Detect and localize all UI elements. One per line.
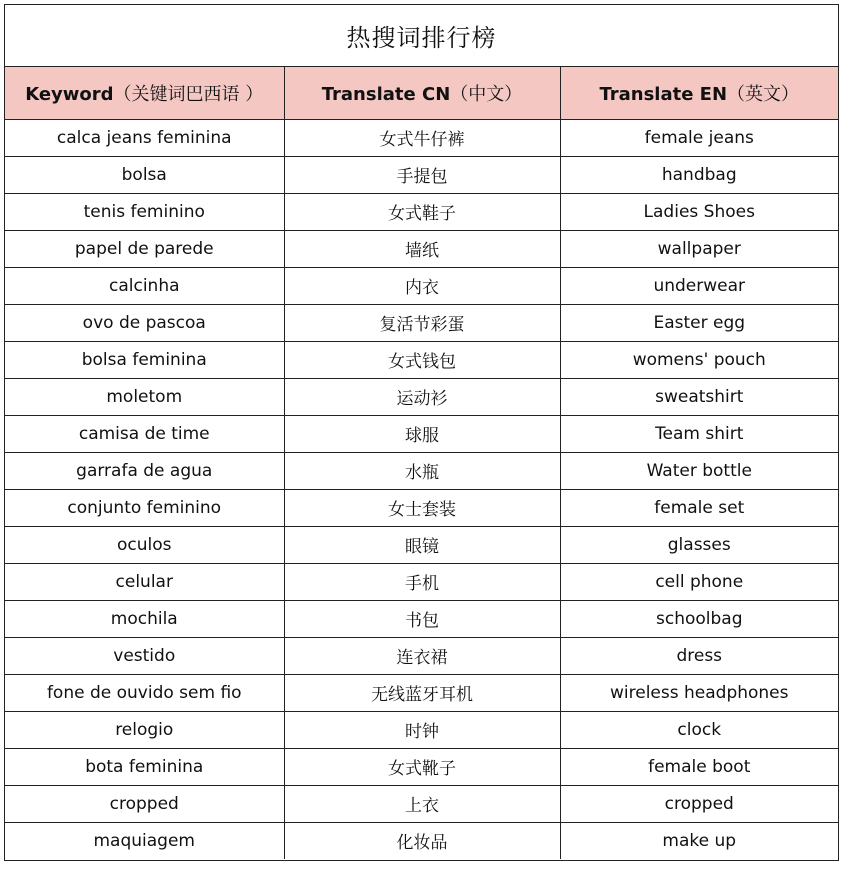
table-row (5, 711, 838, 748)
translate-en-cell: underwear (560, 267, 838, 304)
translate-cn-cell: 女式鞋子 (284, 193, 560, 230)
table-row (5, 674, 838, 711)
keyword-cell: celular (5, 563, 284, 600)
translate-cn-cell: 手机 (284, 563, 560, 600)
translate-cn-cell: 水瓶 (284, 452, 560, 489)
table-row (5, 822, 838, 859)
translate-cn-cell: 时钟 (284, 711, 560, 748)
table-row (5, 785, 838, 822)
translate-en-cell: Easter egg (560, 304, 838, 341)
header-keyword: Keyword（关键词巴西语 ） (5, 67, 284, 119)
translate-en-cell: handbag (560, 156, 838, 193)
sheet-title: 热搜词排行榜 (5, 5, 838, 67)
keyword-cell: mochila (5, 600, 284, 637)
translate-cn-cell: 连衣裙 (284, 637, 560, 674)
translate-en-cell: Water bottle (560, 452, 838, 489)
keyword-cell: ovo de pascoa (5, 304, 284, 341)
translate-en-cell: sweatshirt (560, 378, 838, 415)
keyword-cell: conjunto feminino (5, 489, 284, 526)
table-body (5, 119, 838, 859)
translate-cn-cell: 眼镜 (284, 526, 560, 563)
table-row (5, 230, 838, 267)
translate-en-cell: wireless headphones (560, 674, 838, 711)
keyword-cell: vestido (5, 637, 284, 674)
translate-en-cell: dress (560, 637, 838, 674)
table-row (5, 119, 838, 156)
keyword-cell: fone de ouvido sem fio (5, 674, 284, 711)
translate-cn-cell: 内衣 (284, 267, 560, 304)
keyword-cell: oculos (5, 526, 284, 563)
translate-en-cell: Ladies Shoes (560, 193, 838, 230)
keyword-cell: bolsa (5, 156, 284, 193)
keyword-table (5, 67, 838, 859)
header-translate-cn: Translate CN（中文） (284, 67, 560, 119)
table-row (5, 341, 838, 378)
translate-en-cell: female set (560, 489, 838, 526)
translate-cn-cell: 运动衫 (284, 378, 560, 415)
header-row (5, 67, 838, 119)
translate-cn-cell: 女式牛仔裤 (284, 119, 560, 156)
translate-cn-cell: 女式靴子 (284, 748, 560, 785)
table-row (5, 600, 838, 637)
translate-cn-cell: 手提包 (284, 156, 560, 193)
table-row (5, 563, 838, 600)
translate-cn-cell: 无线蓝牙耳机 (284, 674, 560, 711)
translate-en-cell: wallpaper (560, 230, 838, 267)
keyword-ranking-sheet (4, 4, 839, 861)
translate-cn-cell: 上衣 (284, 785, 560, 822)
translate-cn-cell: 复活节彩蛋 (284, 304, 560, 341)
translate-en-cell: schoolbag (560, 600, 838, 637)
keyword-cell: maquiagem (5, 822, 284, 859)
translate-en-cell: clock (560, 711, 838, 748)
keyword-cell: calcinha (5, 267, 284, 304)
translate-en-cell: womens' pouch (560, 341, 838, 378)
table-row (5, 415, 838, 452)
translate-cn-cell: 球服 (284, 415, 560, 452)
keyword-cell: papel de parede (5, 230, 284, 267)
table-row (5, 526, 838, 563)
keyword-cell: relogio (5, 711, 284, 748)
translate-en-cell: make up (560, 822, 838, 859)
table-row (5, 193, 838, 230)
translate-en-cell: Team shirt (560, 415, 838, 452)
keyword-cell: garrafa de agua (5, 452, 284, 489)
table-row (5, 748, 838, 785)
keyword-cell: bota feminina (5, 748, 284, 785)
keyword-cell: camisa de time (5, 415, 284, 452)
translate-en-cell: female boot (560, 748, 838, 785)
table-row (5, 452, 838, 489)
table-row (5, 378, 838, 415)
table-row (5, 489, 838, 526)
keyword-cell: bolsa feminina (5, 341, 284, 378)
translate-cn-cell: 女士套装 (284, 489, 560, 526)
header-translate-en: Translate EN（英文） (560, 67, 838, 119)
table-row (5, 637, 838, 674)
keyword-cell: moletom (5, 378, 284, 415)
translate-cn-cell: 化妆品 (284, 822, 560, 859)
table-row (5, 267, 838, 304)
translate-cn-cell: 女式钱包 (284, 341, 560, 378)
translate-en-cell: female jeans (560, 119, 838, 156)
translate-en-cell: cell phone (560, 563, 838, 600)
translate-en-cell: cropped (560, 785, 838, 822)
keyword-cell: calca jeans feminina (5, 119, 284, 156)
keyword-cell: cropped (5, 785, 284, 822)
translate-cn-cell: 墙纸 (284, 230, 560, 267)
table-row (5, 156, 838, 193)
keyword-cell: tenis feminino (5, 193, 284, 230)
translate-en-cell: glasses (560, 526, 838, 563)
table-row (5, 304, 838, 341)
translate-cn-cell: 书包 (284, 600, 560, 637)
